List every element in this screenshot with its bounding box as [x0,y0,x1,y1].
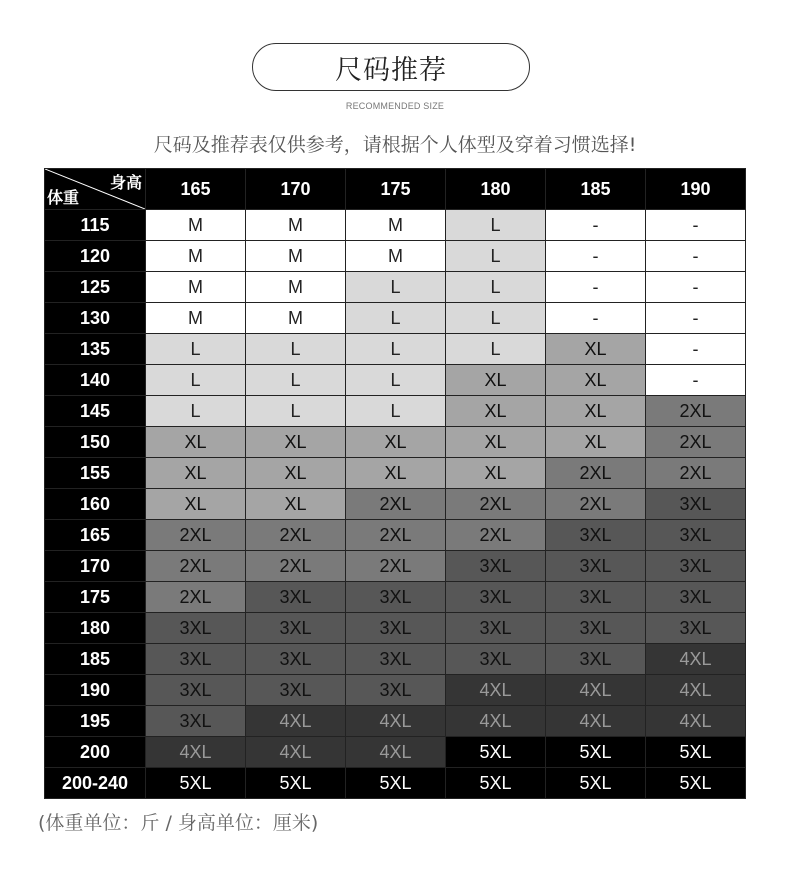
table-row [45,396,746,427]
size-cell: 3XL [646,582,746,613]
table-row [45,365,746,396]
size-cell: 4XL [346,706,446,737]
weight-cell: 165 [45,520,146,551]
size-cell: L [446,303,546,334]
size-cell: XL [546,334,646,365]
table-header-row [45,169,746,210]
size-cell: L [246,396,346,427]
size-cell: 3XL [346,675,446,706]
size-cell: L [346,303,446,334]
size-cell: XL [146,489,246,520]
size-cell: 2XL [546,489,646,520]
height-header: 175 [346,169,446,210]
height-axis-label: 身高 [109,173,142,192]
size-cell: XL [546,365,646,396]
table-row [45,458,746,489]
weight-cell: 135 [45,334,146,365]
weight-cell: 190 [45,675,146,706]
size-cell: XL [446,427,546,458]
size-cell: 3XL [646,489,746,520]
size-cell: 3XL [246,582,346,613]
size-cell: L [446,241,546,272]
height-header: 165 [146,169,246,210]
weight-cell: 140 [45,365,146,396]
weight-cell: 115 [45,210,146,241]
size-cell: - [646,303,746,334]
size-cell: XL [446,365,546,396]
size-cell: XL [346,427,446,458]
size-cell: 3XL [546,551,646,582]
table-row [45,241,746,272]
size-cell: L [446,334,546,365]
size-cell: - [646,365,746,396]
size-cell: L [146,334,246,365]
size-cell: 5XL [646,737,746,768]
size-cell: 4XL [146,737,246,768]
size-cell: 4XL [446,706,546,737]
size-cell: M [146,210,246,241]
table-row [45,210,746,241]
size-cell: - [546,210,646,241]
size-cell: XL [146,427,246,458]
size-cell: M [146,272,246,303]
size-cell: 3XL [246,613,346,644]
table-row [45,613,746,644]
size-cell: - [646,210,746,241]
size-cell: 2XL [646,396,746,427]
weight-cell: 160 [45,489,146,520]
size-cell: - [646,241,746,272]
weight-cell: 130 [45,303,146,334]
size-cell: 3XL [546,520,646,551]
weight-cell: 195 [45,706,146,737]
size-cell: 4XL [246,706,346,737]
weight-cell: 120 [45,241,146,272]
size-cell: 5XL [246,768,346,799]
size-cell: 2XL [246,520,346,551]
size-cell: 3XL [546,613,646,644]
table-row [45,582,746,613]
size-cell: M [346,241,446,272]
size-cell: - [646,334,746,365]
size-cell: 3XL [546,582,646,613]
size-cell: 2XL [546,458,646,489]
size-cell: 2XL [446,489,546,520]
size-cell: M [146,241,246,272]
size-cell: 4XL [446,675,546,706]
size-cell: 2XL [246,551,346,582]
table-row [45,303,746,334]
size-cell: 3XL [446,551,546,582]
size-cell: M [246,272,346,303]
size-cell: XL [546,427,646,458]
size-cell: 3XL [146,706,246,737]
size-cell: M [246,210,346,241]
size-cell: 3XL [146,644,246,675]
units-note: (体重单位：斤 / 身高单位：厘米) [38,812,319,834]
size-cell: 2XL [346,520,446,551]
size-cell: M [146,303,246,334]
corner-cell [45,169,146,210]
size-cell: 5XL [546,768,646,799]
size-cell: 2XL [346,551,446,582]
table-row [45,706,746,737]
size-cell: 3XL [646,551,746,582]
table-row [45,644,746,675]
weight-cell: 150 [45,427,146,458]
size-cell: 3XL [346,613,446,644]
size-cell: L [446,272,546,303]
size-cell: 4XL [246,737,346,768]
size-cell: 5XL [546,737,646,768]
size-cell: 3XL [646,520,746,551]
size-cell: 3XL [546,644,646,675]
weight-cell: 145 [45,396,146,427]
size-cell: 2XL [446,520,546,551]
size-cell: L [446,210,546,241]
size-cell: 3XL [446,582,546,613]
size-cell: - [646,272,746,303]
table-row [45,520,746,551]
size-cell: 2XL [346,489,446,520]
size-cell: 5XL [446,768,546,799]
size-cell: M [246,241,346,272]
size-cell: 3XL [446,613,546,644]
size-cell: XL [246,458,346,489]
weight-cell: 200-240 [45,768,146,799]
table-row [45,768,746,799]
table-row [45,427,746,458]
size-cell: 2XL [646,427,746,458]
table-row [45,675,746,706]
size-cell: L [246,334,346,365]
weight-cell: 185 [45,644,146,675]
size-cell: L [346,365,446,396]
size-cell: 2XL [146,582,246,613]
size-cell: 3XL [446,644,546,675]
size-cell: 2XL [646,458,746,489]
size-cell: 3XL [246,675,346,706]
size-cell: 4XL [546,675,646,706]
size-cell: L [346,334,446,365]
size-cell: 2XL [146,520,246,551]
size-cell: 3XL [646,613,746,644]
size-cell: 4XL [646,644,746,675]
size-cell: 5XL [446,737,546,768]
size-cell: - [546,303,646,334]
weight-cell: 170 [45,551,146,582]
page-title: 尺码推荐 [335,54,447,86]
table-row [45,551,746,582]
size-cell: 3XL [146,613,246,644]
size-cell: M [346,210,446,241]
weight-cell: 155 [45,458,146,489]
size-cell: 5XL [346,768,446,799]
size-cell: 3XL [246,644,346,675]
size-cell: XL [246,427,346,458]
size-cell: XL [546,396,646,427]
height-header: 185 [546,169,646,210]
weight-cell: 175 [45,582,146,613]
size-cell: 4XL [646,675,746,706]
size-cell: 3XL [146,675,246,706]
size-cell: L [246,365,346,396]
size-cell: L [146,396,246,427]
table-row [45,334,746,365]
size-cell: L [346,272,446,303]
table-row [45,737,746,768]
size-cell: 4XL [346,737,446,768]
size-cell: 3XL [346,582,446,613]
tagline: 尺码及推荐表仅供参考，请根据个人体型及穿着习惯选择! [153,134,637,156]
table-row [45,272,746,303]
size-cell: XL [346,458,446,489]
size-cell: - [546,272,646,303]
title-pill [252,43,530,91]
page-subtitle: RECOMMENDED SIZE [345,101,445,111]
size-cell: L [346,396,446,427]
height-header: 170 [246,169,346,210]
size-cell: M [246,303,346,334]
size-cell: 5XL [146,768,246,799]
size-table [44,168,746,799]
size-cell: XL [446,396,546,427]
size-cell: XL [146,458,246,489]
size-cell: XL [246,489,346,520]
size-cell: 5XL [646,768,746,799]
height-header: 190 [646,169,746,210]
size-cell: 4XL [546,706,646,737]
size-cell: 4XL [646,706,746,737]
weight-cell: 125 [45,272,146,303]
weight-axis-label: 体重 [47,188,80,207]
size-cell: - [546,241,646,272]
weight-cell: 180 [45,613,146,644]
weight-cell: 200 [45,737,146,768]
size-cell: 2XL [146,551,246,582]
size-cell: XL [446,458,546,489]
height-header: 180 [446,169,546,210]
size-cell: L [146,365,246,396]
table-row [45,489,746,520]
size-cell: 3XL [346,644,446,675]
